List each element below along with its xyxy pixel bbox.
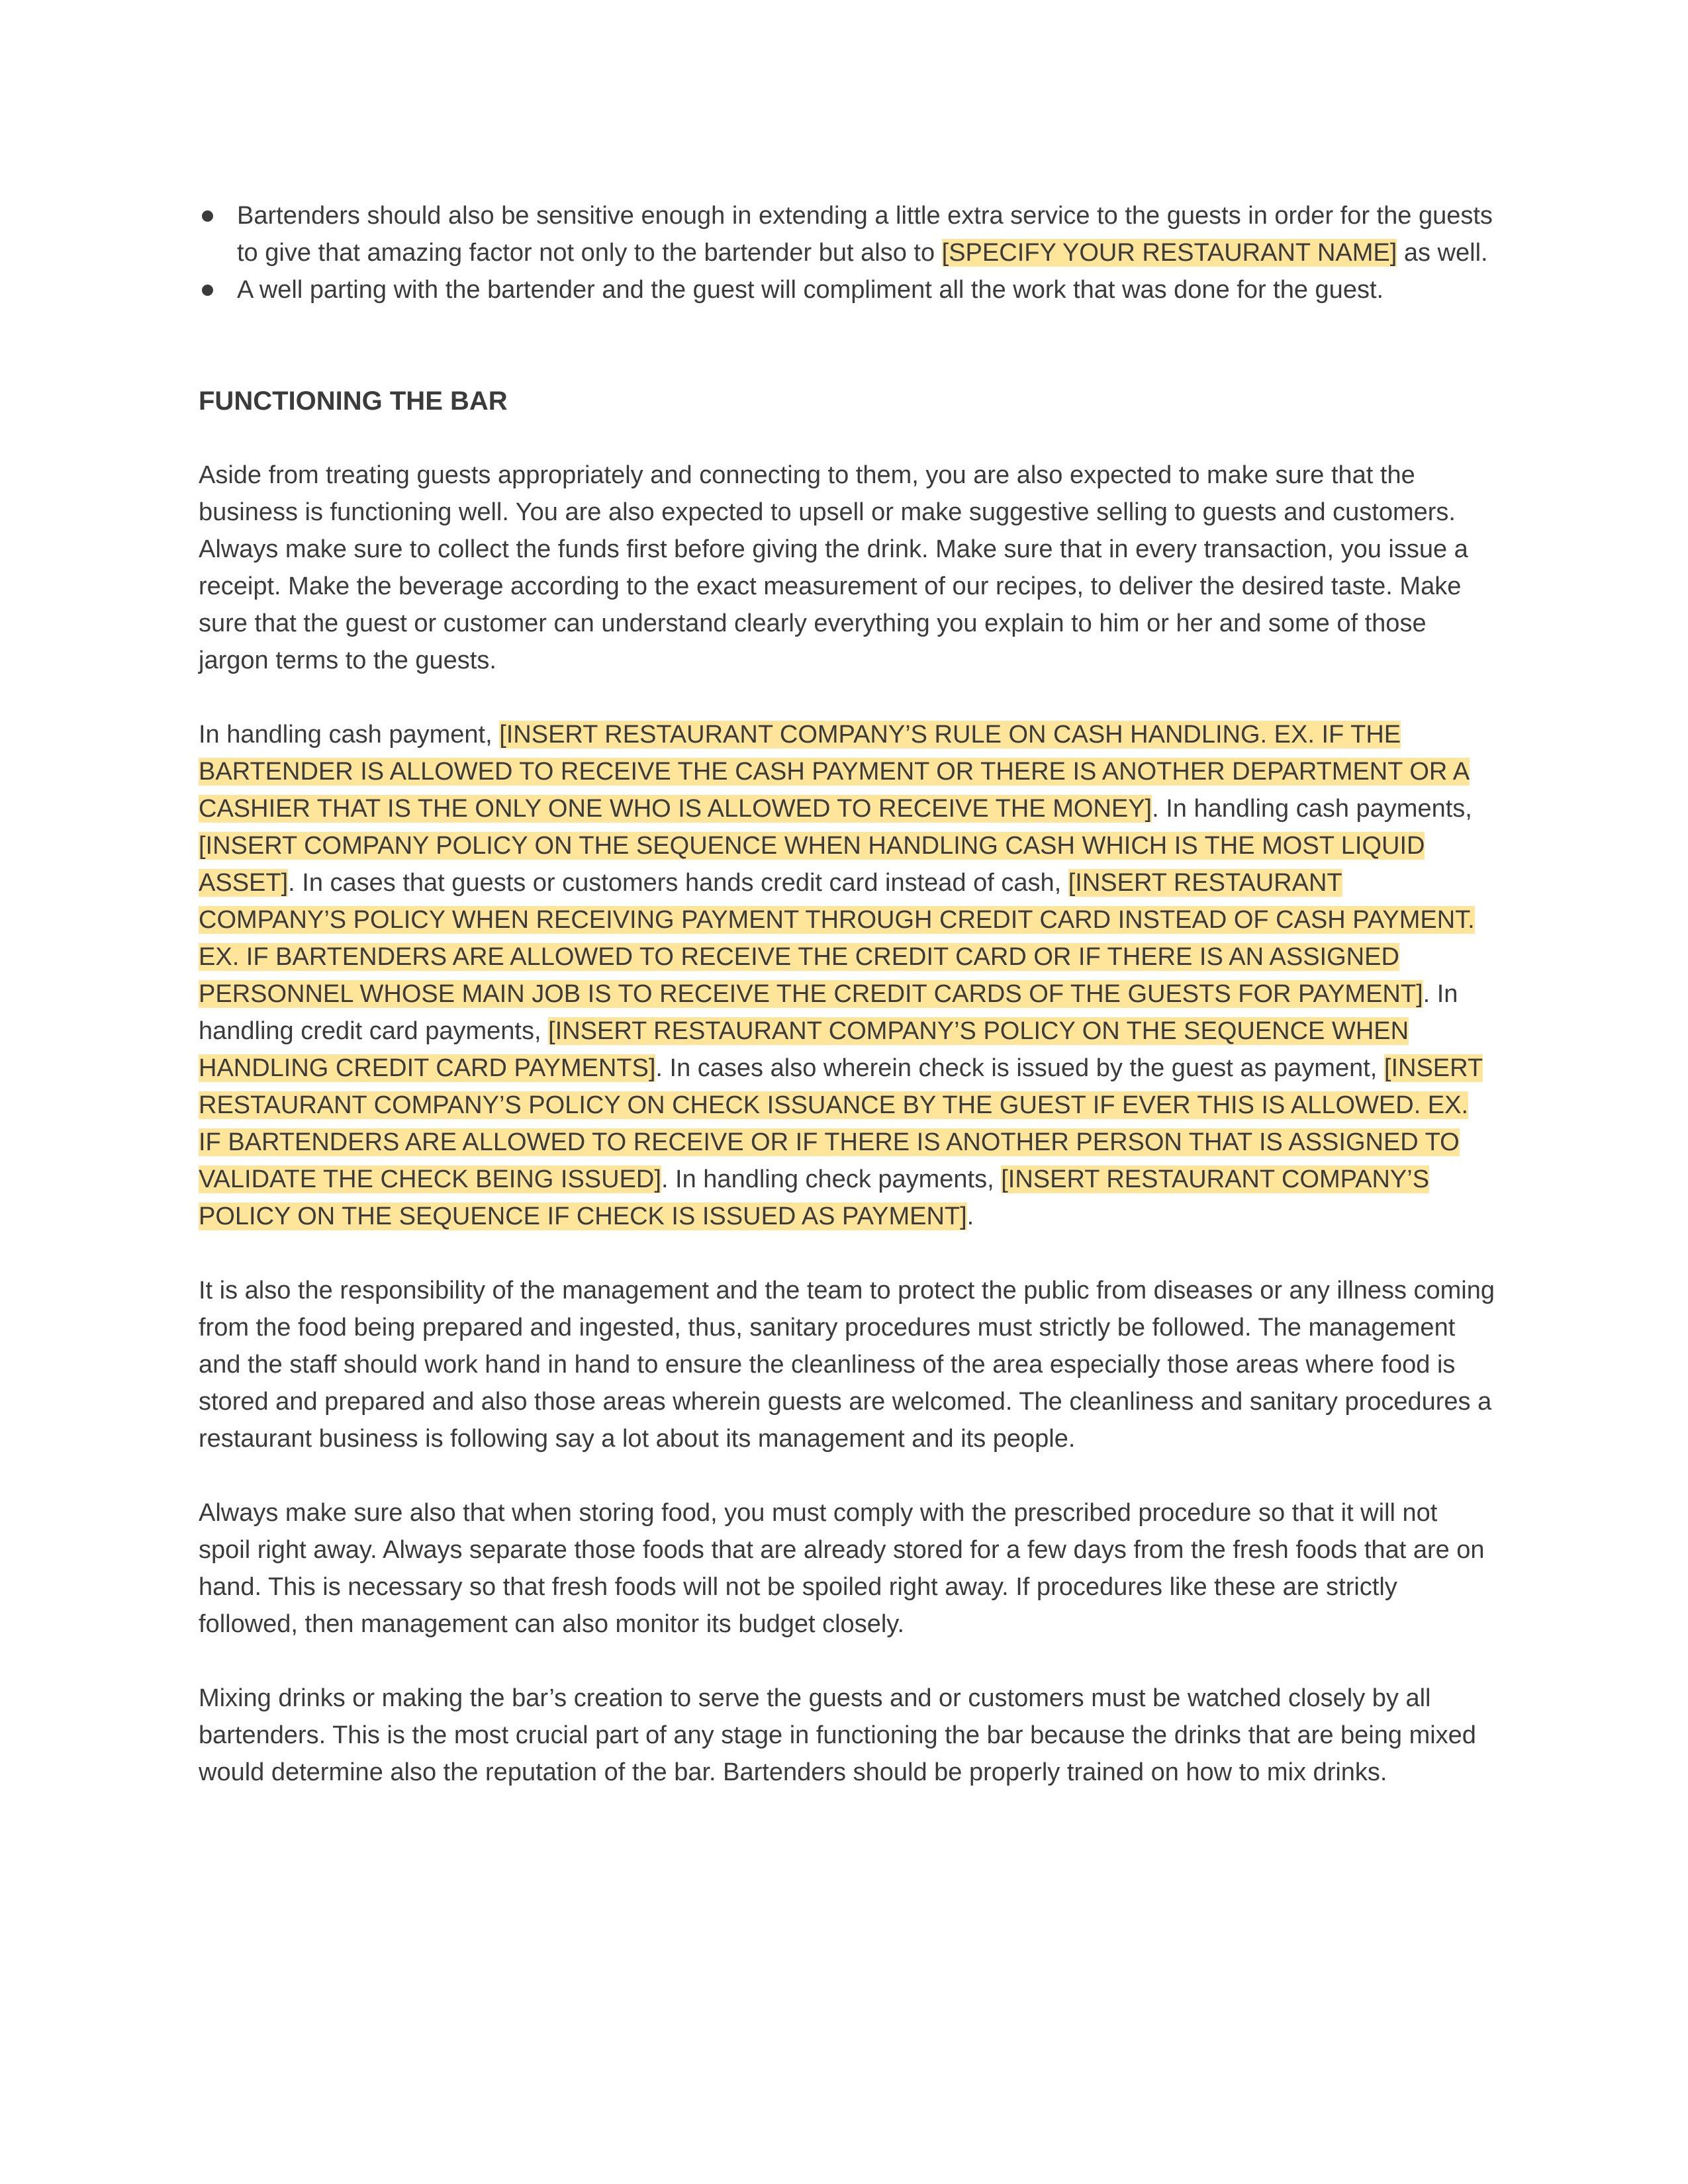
bullet-dot-icon <box>202 210 213 222</box>
bullet-list <box>199 197 1496 308</box>
paragraph-text: In handling cash payment, <box>199 721 500 749</box>
paragraph-payments <box>199 716 1496 1235</box>
placeholder-highlight: [INSERT RESTAURANT COMPANY’S RULE ON CASH HANDLING. EX. IF THE BARTENDER IS ALLOWED TO RECEIVE THE CASH PAYMENT OR THERE IS ANOTHER DEPARTMENT OR A CASHIER THAT IS THE ONLY ONE WHO IS ALLOWED TO RECEIVE THE MONEY] <box>199 721 1470 823</box>
placeholder-highlight: [SPECIFY YOUR RESTAURANT NAME] <box>941 239 1397 267</box>
bullet-text: A well parting with the bartender and the guest will compliment all the work that was done for the guest. <box>237 276 1384 304</box>
paragraph-text: . In handling check payments, <box>661 1165 1002 1193</box>
bullet-dot-icon <box>202 285 213 296</box>
paragraph-mixing-drinks: Mixing drinks or making the bar’s creation to serve the guests and or customers must be watched closely by all bartenders. This is the most crucial part of any stage in functioning the bar because the drinks that are being mixed would determine also the reputation of the bar. Bartenders should be properly trained on how to mix drinks. <box>199 1684 1476 1786</box>
placeholder-highlight: [INSERT COMPANY POLICY ON THE SEQUENCE WHEN HANDLING CASH WHICH IS THE MOST LIQUID ASSET] <box>199 832 1425 897</box>
bullet-item <box>199 271 1496 308</box>
placeholder-highlight: [INSERT RESTAURANT COMPANY’S POLICY WHEN RECEIVING PAYMENT THROUGH CREDIT CARD INSTEAD OF CASH PAYMENT. EX. IF BARTENDERS ARE ALLOWED TO RECEIVE THE CREDIT CARD OR IF THERE IS AN ASSIGNED PERSONNEL WHOSE MAIN JOB IS TO RECEIVE THE CREDIT CARDS OF THE GUESTS FOR PAYMENT] <box>199 869 1475 1008</box>
placeholder-highlight: [INSERT RESTAURANT COMPANY’S POLICY ON CHECK ISSUANCE BY THE GUEST IF EVER THIS IS ALLOWED. EX. IF BARTENDERS ARE ALLOWED TO RECEIVE OR IF THERE IS ANOTHER PERSON THAT IS ASSIGNED TO VALIDATE THE CHECK BEING ISSUED] <box>199 1054 1483 1193</box>
bullet-item <box>199 197 1496 271</box>
paragraph-text: . In cases also wherein check is issued by the guest as payment, <box>655 1054 1384 1082</box>
paragraph-functioning: Aside from treating guests appropriately and connecting to them, you are also expected to make sure that the business is functioning well. You are also expected to upsell or make suggestive selling to guests and customers. Always make sure to collect the funds first before giving the drink. Make sure that in every transaction, you issue a receipt. Make the beverage according to the exact measurement of our recipes, to deliver the desired taste. Make sure that the guest or customer can understand clearly everything you explain to him or her and some of those jargon terms to the guests. <box>199 461 1468 674</box>
paragraph-text: . <box>966 1203 974 1230</box>
bullet-text: as well. <box>1397 239 1488 267</box>
placeholder-highlight: [INSERT RESTAURANT COMPANY’S POLICY ON THE SEQUENCE IF CHECK IS ISSUED AS PAYMENT] <box>199 1165 1430 1230</box>
paragraph-text: . In handling cash payments, <box>1152 795 1472 823</box>
paragraph-text: . In handling credit card payments, <box>199 980 1458 1045</box>
paragraph-text: . In cases that guests or customers hands credit card instead of cash, <box>288 869 1068 897</box>
document-page <box>199 197 1496 1791</box>
paragraph-sanitation: It is also the responsibility of the management and the team to protect the public from diseases or any illness coming from the food being prepared and ingested, thus, sanitary procedures must strictly be followed. The management and the staff should work hand in hand to ensure the cleanliness of the area especially those areas where food is stored and prepared and also those areas wherein guests are welcomed. The cleanliness and sanitary procedures a restaurant business is following say a lot about its management and its people. <box>199 1277 1495 1453</box>
paragraph-food-storage: Always make sure also that when storing food, you must comply with the prescribed procedure so that it will not spoil right away. Always separate those foods that are already stored for a few days from the fresh foods that are on hand. This is necessary so that fresh foods will not be spoiled right away. If procedures like these are strictly followed, then management can also monitor its budget closely. <box>199 1499 1485 1638</box>
section-heading: FUNCTIONING THE BAR <box>199 387 508 416</box>
bullet-text: Bartenders should also be sensitive enough in extending a little extra service to the guests in order for the guests to give that amazing factor not only to the bartender but also to <box>237 202 1493 267</box>
placeholder-highlight: [INSERT RESTAURANT COMPANY’S POLICY ON THE SEQUENCE WHEN HANDLING CREDIT CARD PAYMENTS] <box>199 1017 1409 1082</box>
